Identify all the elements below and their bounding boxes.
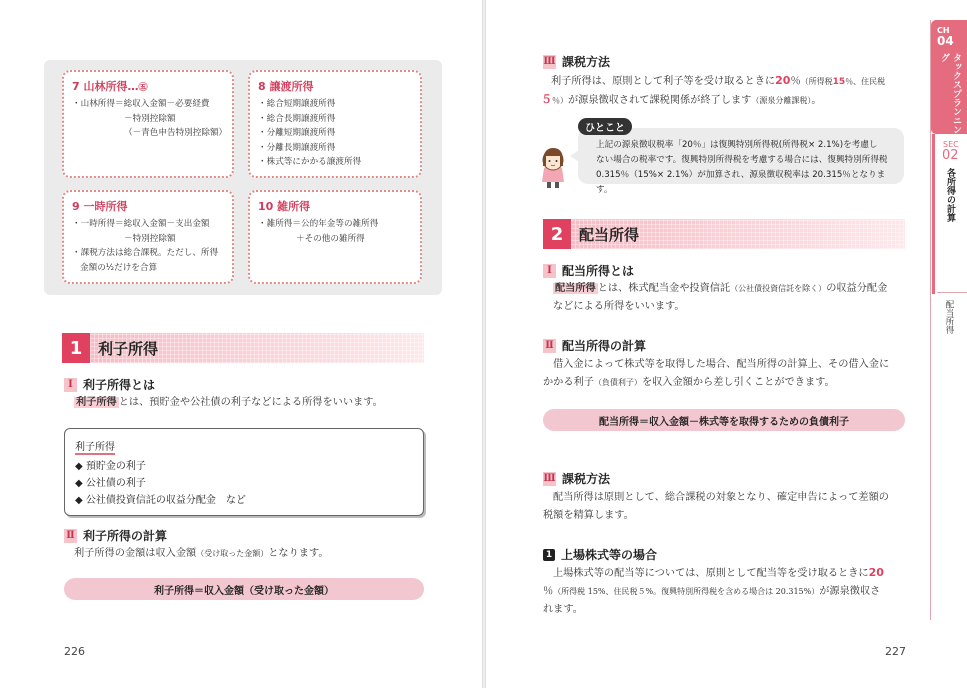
paragraph-rishi-calc: [74, 545, 424, 563]
rate-red: 20: [868, 566, 884, 579]
chapter-title: タックスプランニング: [939, 53, 961, 134]
paragraph-line: [541, 91, 911, 110]
roman-numeral-badge: Ⅰ: [543, 264, 556, 278]
summary-line: ・分離長期譲渡所得: [258, 142, 336, 153]
paragraph-text: 利子所得の金額は収入金額: [74, 548, 197, 559]
paragraph-haito-kazei: [543, 489, 905, 525]
paragraph-text: の収益分配金: [826, 283, 888, 294]
subheading-title: 上場株式等の場合: [561, 548, 658, 562]
subheading-title: 課税方法: [562, 55, 611, 69]
section-number: 1: [62, 333, 90, 363]
section-title: 利子所得: [98, 339, 159, 358]
paragraph-small-text: （所得税 15%、住民税５%。復興特別所得税を含める場合は 20.315%）: [553, 587, 820, 596]
summary-line: ・総合長期譲渡所得: [258, 113, 336, 124]
paragraph-small-text: （負債利子）: [593, 378, 642, 387]
summary-line: （－青色申告特別控除額）: [124, 128, 228, 138]
number-badge: 1: [543, 549, 555, 561]
hitokoto-note-box: [578, 128, 904, 195]
subheading-rishi-keisan: [64, 527, 167, 544]
roman-numeral-badge: Ⅱ: [543, 339, 556, 353]
paragraph-small-text: （受け取った金額）: [196, 549, 269, 558]
paragraph-line: などによる所得をいいます。: [553, 301, 685, 312]
chapter-number: 04: [937, 34, 954, 48]
subheading-title: 利子所得の計算: [83, 529, 168, 543]
page-number-left: 226: [64, 645, 85, 658]
paragraph-text: とは、預貯金や公社債の利子などによる所得をいいます。: [118, 397, 383, 408]
summary-card-zatsu: [248, 190, 422, 284]
formula-haito: 配当所得＝収入金額－株式等を取得するための負債利子: [543, 409, 905, 431]
roman-numeral-badge: Ⅰ: [64, 378, 77, 392]
paragraph-text: 利子所得は、原則として利子等を受け取るときに: [551, 76, 776, 87]
list-item: ◆ 公社債投資信託の収益分配金 など: [75, 495, 246, 506]
paragraph-line: [551, 72, 911, 91]
circled-mark-icon: ㊄: [138, 83, 148, 93]
subheading-title: 配当所得とは: [562, 264, 635, 278]
term-highlight: 利子所得: [76, 397, 117, 408]
subheading-haito-kazei: [543, 470, 610, 487]
chapter-label: CH: [937, 26, 950, 35]
paragraph-small-text: （公社債投資信託を除く）: [730, 284, 827, 293]
paragraph-text: かかる利子: [543, 377, 594, 388]
list-title: 利子所得: [75, 438, 115, 455]
side-divider: [937, 292, 967, 293]
paragraph-line: [543, 564, 909, 583]
paragraph-small-text: ％、住民税: [845, 77, 886, 86]
summary-card-joto: [248, 70, 422, 178]
paragraph-haito-definition: [553, 280, 913, 316]
subheading-haito-towa: [543, 262, 634, 279]
section-label: SEC: [943, 140, 959, 149]
rate-red: 15: [832, 77, 846, 87]
paragraph-small-text: （源泉分離課税）: [751, 96, 812, 105]
list-item: ◆ 公社債の利子: [75, 478, 146, 489]
paragraph-text: が源泉徴収されて課税関係が終了します: [568, 95, 752, 106]
paragraph-line: れます。: [543, 604, 583, 615]
summary-card-ichiji: [62, 190, 234, 284]
paragraph-line: [553, 280, 913, 298]
summary-line: ＋その他の雑所得: [296, 233, 365, 244]
paragraph-line: 税額を精算します。: [543, 510, 634, 521]
summary-line: ・分離短期譲渡所得: [258, 128, 336, 138]
paragraph-text: とは、株式配当金や投資信託: [597, 283, 731, 294]
paragraph-text: 。: [811, 95, 822, 106]
subheading-title: 課税方法: [562, 472, 611, 486]
subheading-title: 利子所得とは: [83, 378, 156, 392]
summary-line: ・課税方法は総合課税。ただし、所得: [72, 248, 219, 258]
section-header-haito: [543, 219, 905, 249]
subheading-rishi-kazei: [543, 53, 610, 70]
note-line: ない場合の税率です。復興特別所得税を考慮する場合には、復興特別所得税: [596, 155, 888, 165]
paragraph-line: [543, 583, 909, 601]
summary-line: ・雑所得＝公的年金等の雑所得: [258, 219, 379, 229]
list-item: ◆ 預貯金の利子: [75, 461, 146, 472]
rishi-examples-box: [64, 428, 424, 516]
section-number: 2: [543, 219, 571, 249]
summary-card-sanrin: [62, 70, 234, 178]
paragraph-small-text: （所得税: [800, 77, 833, 86]
rate-red: 20: [775, 74, 791, 87]
paragraph-line: [543, 374, 905, 392]
paragraph-line: 借入金によって株式等を取得した場合、配当所得の計算上、その借入金に: [553, 359, 890, 370]
roman-numeral-badge: Ⅲ: [543, 473, 556, 484]
section-title: 配当所得: [579, 225, 640, 244]
character-illustration: [536, 142, 570, 190]
subheading-listed-stocks: [543, 546, 657, 563]
summary-card-title: 7 山林所得…㊄: [72, 80, 148, 93]
summary-line: ・一時所得＝総収入金額－支出金額: [72, 219, 210, 229]
summary-card-title: 8 譲渡所得: [258, 80, 314, 93]
paragraph-line: 配当所得は原則として、総合課税の対象となり、確定申告によって差額の: [553, 492, 889, 503]
section-tab: [932, 134, 967, 294]
roman-numeral-badge: Ⅲ: [543, 56, 556, 67]
paragraph-rishi-definition: [74, 394, 424, 412]
paragraph-text: を収入金額から差し引くことができます。: [641, 377, 835, 388]
section-tab-title: 各所得の計算: [945, 168, 955, 222]
subheading-haito-keisan: [543, 337, 646, 354]
speech-tail: [570, 150, 579, 162]
side-topic-label: 配当所得: [944, 300, 954, 334]
paragraph-text: となります。: [268, 548, 329, 559]
paragraph-listed-stocks: [543, 564, 909, 619]
note-line: 上記の源泉徴収税率「20％」は復興特別所得税(所得税× 2.1%)を考慮し: [596, 140, 878, 150]
rate-red: ５: [541, 93, 552, 106]
paragraph-rishi-kazei: [541, 72, 911, 110]
paragraph-text: ％: [543, 586, 554, 597]
summary-card-title: 9 一時所得: [72, 200, 128, 213]
paragraph-text: ％: [790, 76, 801, 87]
subheading-rishi-towa: [64, 376, 155, 393]
note-line: 0.315％（15%× 2.1%）が加算され、源泉徴収税率は 20.315％となります。: [596, 170, 886, 195]
subheading-title: 配当所得の計算: [562, 339, 647, 353]
paragraph-text: が源泉徴収さ: [819, 586, 881, 597]
paragraph-haito-calc: [543, 356, 905, 392]
page-number-right: 227: [885, 645, 906, 658]
section-tab-number: 02: [942, 148, 959, 163]
income-summary-box: [44, 60, 442, 295]
roman-numeral-badge: Ⅱ: [64, 529, 77, 543]
term-highlight: 配当所得: [555, 283, 596, 294]
summary-line: －特別控除額: [124, 113, 176, 124]
paragraph-small-text: ％）: [552, 96, 568, 105]
summary-line: ・山林所得＝総収入金額－必要経費: [72, 99, 210, 109]
summary-card-title: 10 雑所得: [258, 200, 311, 213]
hitokoto-label: ひとこと: [578, 118, 632, 135]
chapter-tab: [931, 20, 967, 134]
summary-line: 金額の½だけを合算: [80, 262, 158, 273]
summary-line: ・総合短期譲渡所得: [258, 99, 336, 109]
section-header-rishi: [62, 333, 424, 363]
formula-rishi: 利子所得＝収入金額（受け取った金額）: [64, 578, 424, 600]
summary-line: ・株式等にかかる譲渡所得: [258, 157, 362, 167]
paragraph-text: 上場株式等の配当等については、原則として配当等を受け取るときに: [553, 568, 869, 579]
summary-line: －特別控除額: [124, 233, 176, 244]
